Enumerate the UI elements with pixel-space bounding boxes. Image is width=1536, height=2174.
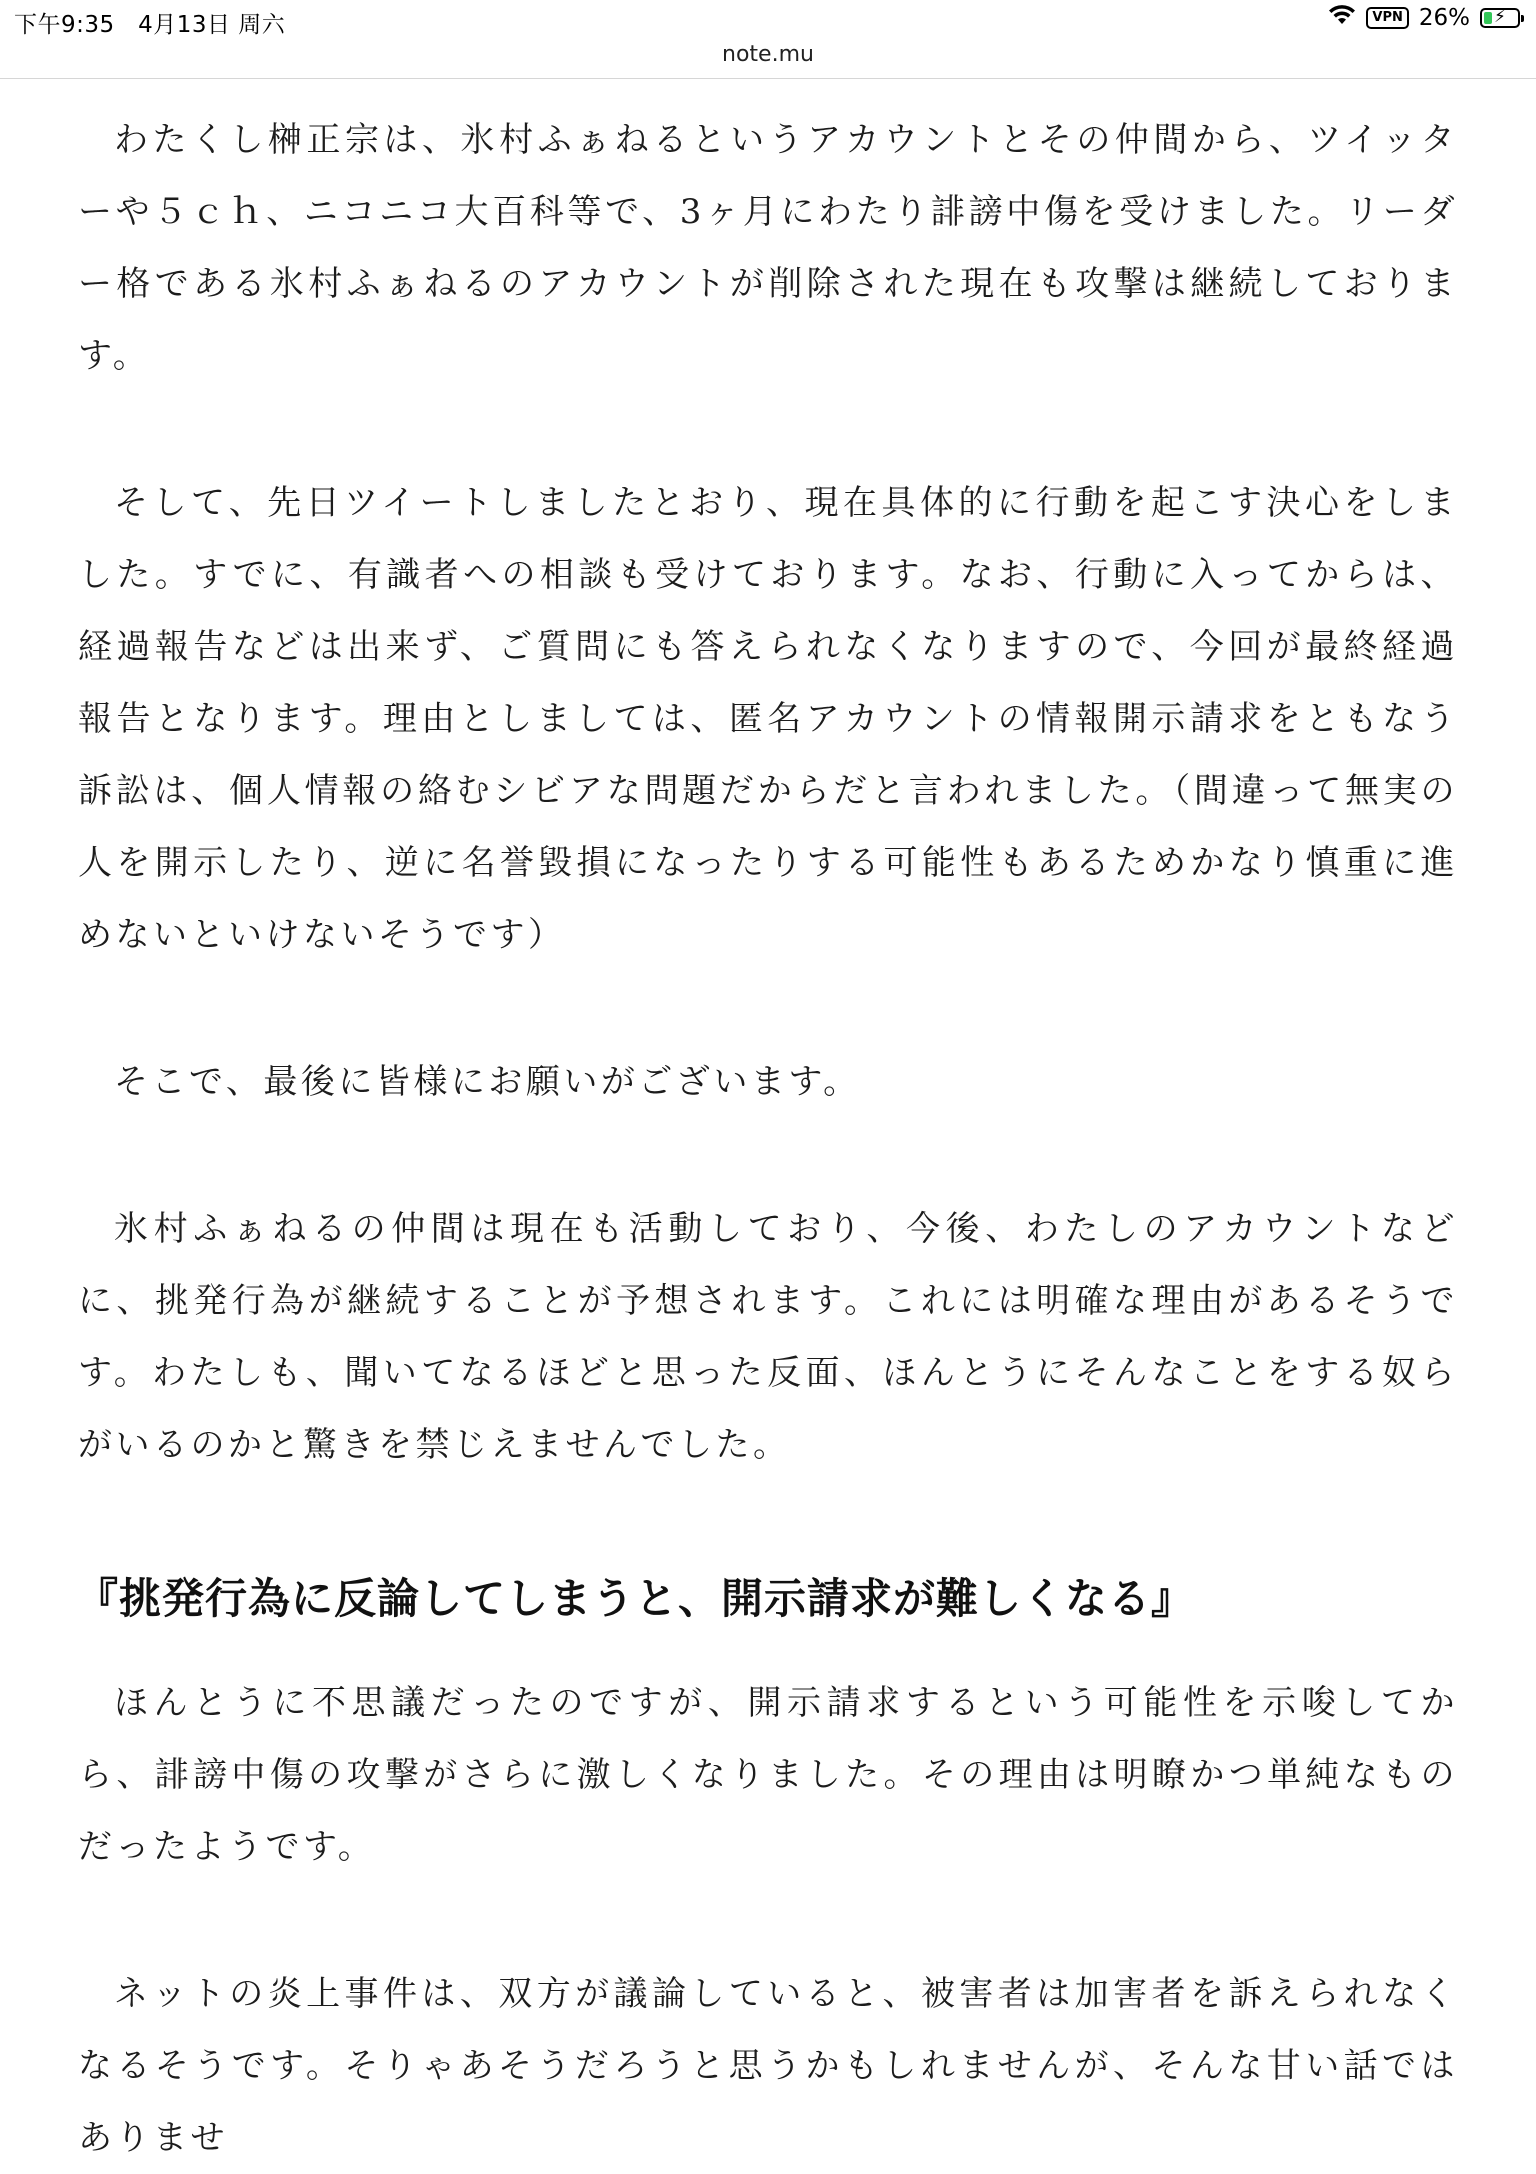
paragraph-2: そして、先日ツイートしましたとおり、現在具体的に行動を起こす決心をしました。すでに、有識者への相談も受けております。なお、行動に入ってからは、経過報告などは出来ず、ご質問にも答えられなくなりますので、今回が最終経過報告となります。理由としましては、匿名アカウントの情報開示請求をともなう訴訟は、個人情報の絡むシビアな問題だからだと言われました。（間違って無実の人を開示したり、逆に名誉毀損になったりする可能性もあるためかなり慎重に進めないといけないそうです） bbox=[78, 483, 1458, 955]
vpn-badge: VPN bbox=[1366, 7, 1408, 29]
section-heading: 『挑発行為に反論してしまうと、開示請求が難しくなる』 bbox=[76, 1574, 1195, 1623]
address-bar[interactable] bbox=[0, 40, 1536, 79]
paragraph-3: そこで、最後に皆様にお願いがございます。 bbox=[114, 1062, 861, 1102]
url-text[interactable]: note.mu bbox=[722, 42, 814, 67]
paragraph-4: 氷村ふぁねるの仲間は現在も活動しており、今後、わたしのアカウントなどに、挑発行為が継続することが予想されます。これには明確な理由があるそうです。わたしも、聞いてなるほどと思った反面、ほんとうにそんなことをする奴らがいるのかと驚きを禁じえませんでした。 bbox=[78, 1209, 1458, 1465]
clock-date: 4月13日 周六 bbox=[138, 12, 286, 38]
article-body bbox=[78, 104, 1458, 2174]
charging-bolt-icon: ⚡ bbox=[1494, 7, 1506, 27]
battery-percent: 26% bbox=[1418, 5, 1470, 31]
status-time bbox=[14, 6, 285, 39]
battery-level-fill bbox=[1484, 12, 1492, 24]
battery-cap bbox=[1521, 15, 1524, 22]
status-bar bbox=[0, 0, 1536, 40]
paragraph-1: わたくし榊正宗は、氷村ふぁねるというアカウントとその仲間から、ツイッターや５ｃｈ、ニコニコ大百科等で、3ヶ月にわたり誹謗中傷を受けました。リーダー格である氷村ふぁねるのアカウントが削除された現在も攻撃は継続しております。 bbox=[78, 120, 1458, 376]
paragraph-6: ネットの炎上事件は、双方が議論していると、被害者は加害者を訴えられなくなるそうです。そりゃあそうだろうと思うかもしれませんが、そんな甘い話ではありませ bbox=[78, 1974, 1458, 2158]
status-indicators bbox=[1328, 4, 1520, 32]
clock-time: 下午9:35 bbox=[14, 12, 115, 38]
paragraph-5: ほんとうに不思議だったのですが、開示請求するという可能性を示唆してから、誹謗中傷の攻撃がさらに激しくなりました。その理由は明瞭かつ単純なものだったようです。 bbox=[78, 1683, 1458, 1867]
battery-charging-icon bbox=[1480, 8, 1520, 28]
wifi-icon bbox=[1328, 4, 1356, 32]
